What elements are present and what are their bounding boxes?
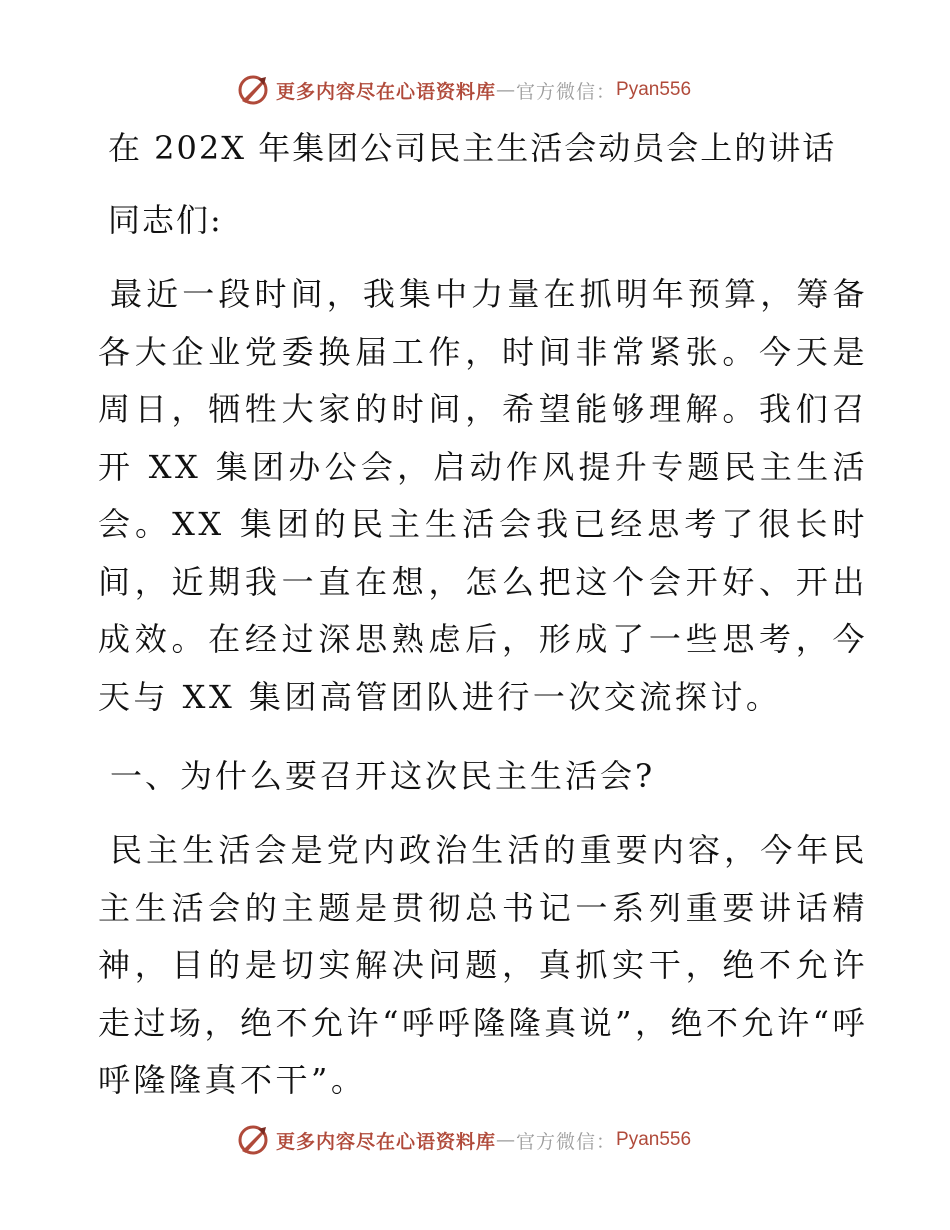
footer-watermark-banner: [236, 1120, 691, 1160]
banner-site-text: 更多内容尽在心语资料库: [276, 1130, 497, 1153]
section-heading: 一、为什么要召开这次民主生活会?: [110, 757, 656, 795]
section-paragraph: 民主生活会是党内政治生活的重要内容，今年民主生活会的主题是贯彻总书记一系列重要讲话精神，目的是切实解决问题，真抓实干，绝不允许走过场，绝不允许“呼呼隆隆真说”，绝不允许“呼呼隆隆真不干”。: [98, 831, 868, 1099]
quill-logo-icon: [236, 73, 270, 107]
banner-dash: —: [496, 1129, 517, 1151]
banner-wechat-id: Pyan556: [616, 1129, 692, 1150]
banner-site-text: 更多内容尽在心语资料库: [276, 80, 497, 103]
document-title: 在 202X 年集团公司民主生活会动员会上的讲话: [108, 129, 837, 167]
header-watermark-banner: [236, 70, 691, 110]
document-body: [98, 122, 868, 1110]
banner-wechat-label: 官方微信：: [516, 80, 617, 103]
greeting: 同志们:: [108, 201, 223, 239]
banner-wechat-id: Pyan556: [616, 79, 692, 100]
banner-wechat-label: 官方微信：: [516, 1130, 617, 1153]
banner-dash: —: [496, 79, 517, 101]
intro-paragraph: 最近一段时间，我集中力量在抓明年预算，筹备各大企业党委换届工作，时间非常紧张。今天是周日，牺牲大家的时间，希望能够理解。我们召开 XX 集团办公会，启动作风提升专题民主生活会。XX 集团的民主生活会我已经思考了很长时间，近期我一直在想，怎么把这个会开好、开出成效。在经过深思熟虑后，形成了一些思考，今天与 XX 集团高管团队进行一次交流探讨。: [98, 275, 868, 716]
quill-logo-icon: [236, 1123, 270, 1157]
